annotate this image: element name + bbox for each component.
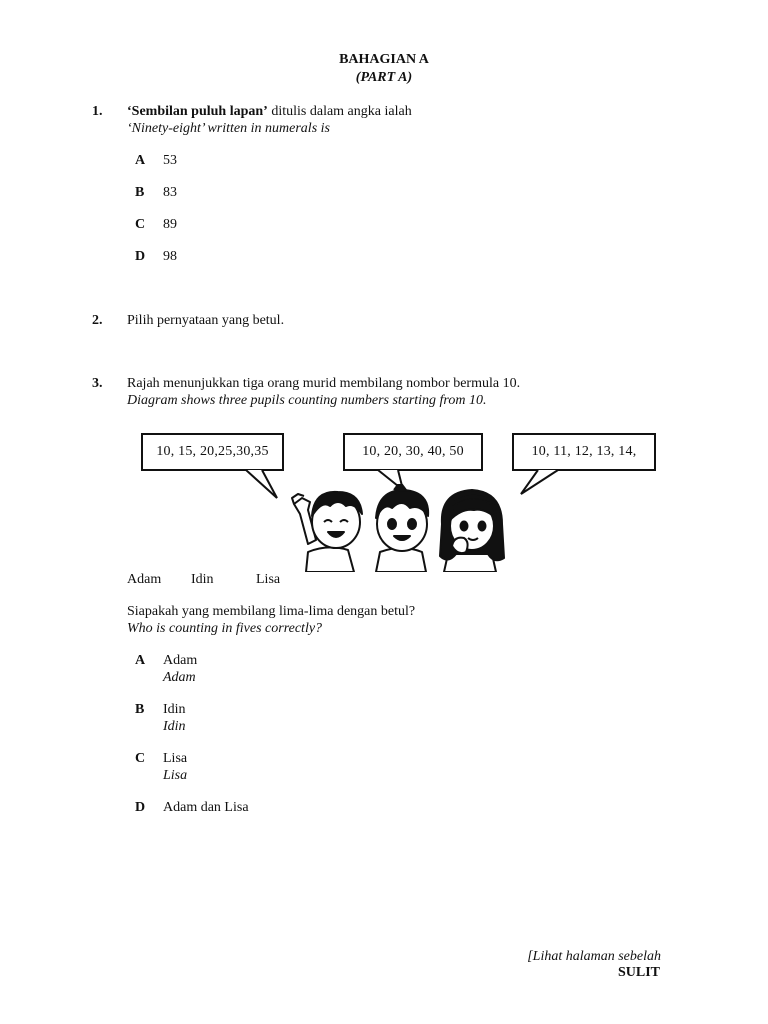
option-letter: A [135, 653, 146, 668]
option-letter: C [135, 751, 146, 766]
option-letter: A [135, 153, 146, 168]
pupil-name-adam: Adam [127, 572, 162, 587]
question-prompt: Siapakah yang membilang lima-lima dengan betul? [127, 604, 416, 619]
question-text: Pilih pernyataan yang betul. [127, 313, 285, 328]
option-letter: B [135, 185, 145, 200]
pupils-illustration [288, 484, 512, 572]
question-text-rest: ditulis dalam angka ialah [271, 104, 412, 119]
question-translation: Diagram shows three pupils counting numbers starting from 10. [127, 393, 487, 408]
option-text[interactable]: Adam dan Lisa [163, 800, 249, 815]
speech-bubble-adam: 10, 15, 20,25,30,35 [141, 433, 284, 471]
option-letter: B [135, 702, 145, 717]
pupil-name-idin: Idin [191, 572, 214, 587]
option-text[interactable]: 98 [163, 249, 177, 264]
question-translation: ‘Ninety-eight’ written in numerals is [127, 121, 330, 136]
section-subtitle: (PART A) [355, 70, 413, 85]
option-text[interactable]: Adam [163, 653, 198, 668]
option-translation: Adam [163, 670, 196, 685]
next-page-note: [Lihat halaman sebelah [527, 949, 661, 964]
question-text: Rajah menunjukkan tiga orang murid membilang nombor bermula 10. [127, 376, 521, 391]
option-translation: Idin [163, 719, 186, 734]
speech-bubble-lisa: 10, 11, 12, 13, 14, [512, 433, 656, 471]
question-prompt-translation: Who is counting in fives correctly? [127, 621, 323, 636]
option-text[interactable]: 83 [163, 185, 177, 200]
option-letter: D [135, 800, 146, 815]
question-text-bold: ‘Sembilan puluh lapan’ [127, 104, 268, 119]
option-text[interactable]: Idin [163, 702, 186, 717]
option-translation: Lisa [163, 768, 188, 783]
question-number: 1. [92, 104, 103, 119]
option-text[interactable]: 89 [163, 217, 177, 232]
speech-bubble-idin: 10, 20, 30, 40, 50 [343, 433, 483, 471]
option-letter: C [135, 217, 146, 232]
question-number: 3. [92, 376, 103, 391]
option-letter: D [135, 249, 146, 264]
option-text[interactable]: 53 [163, 153, 177, 168]
section-title: BAHAGIAN A [339, 52, 429, 67]
question-number: 2. [92, 313, 103, 328]
pupil-name-lisa: Lisa [256, 572, 281, 587]
classification-label: SULIT [617, 965, 660, 980]
option-text[interactable]: Lisa [163, 751, 188, 766]
